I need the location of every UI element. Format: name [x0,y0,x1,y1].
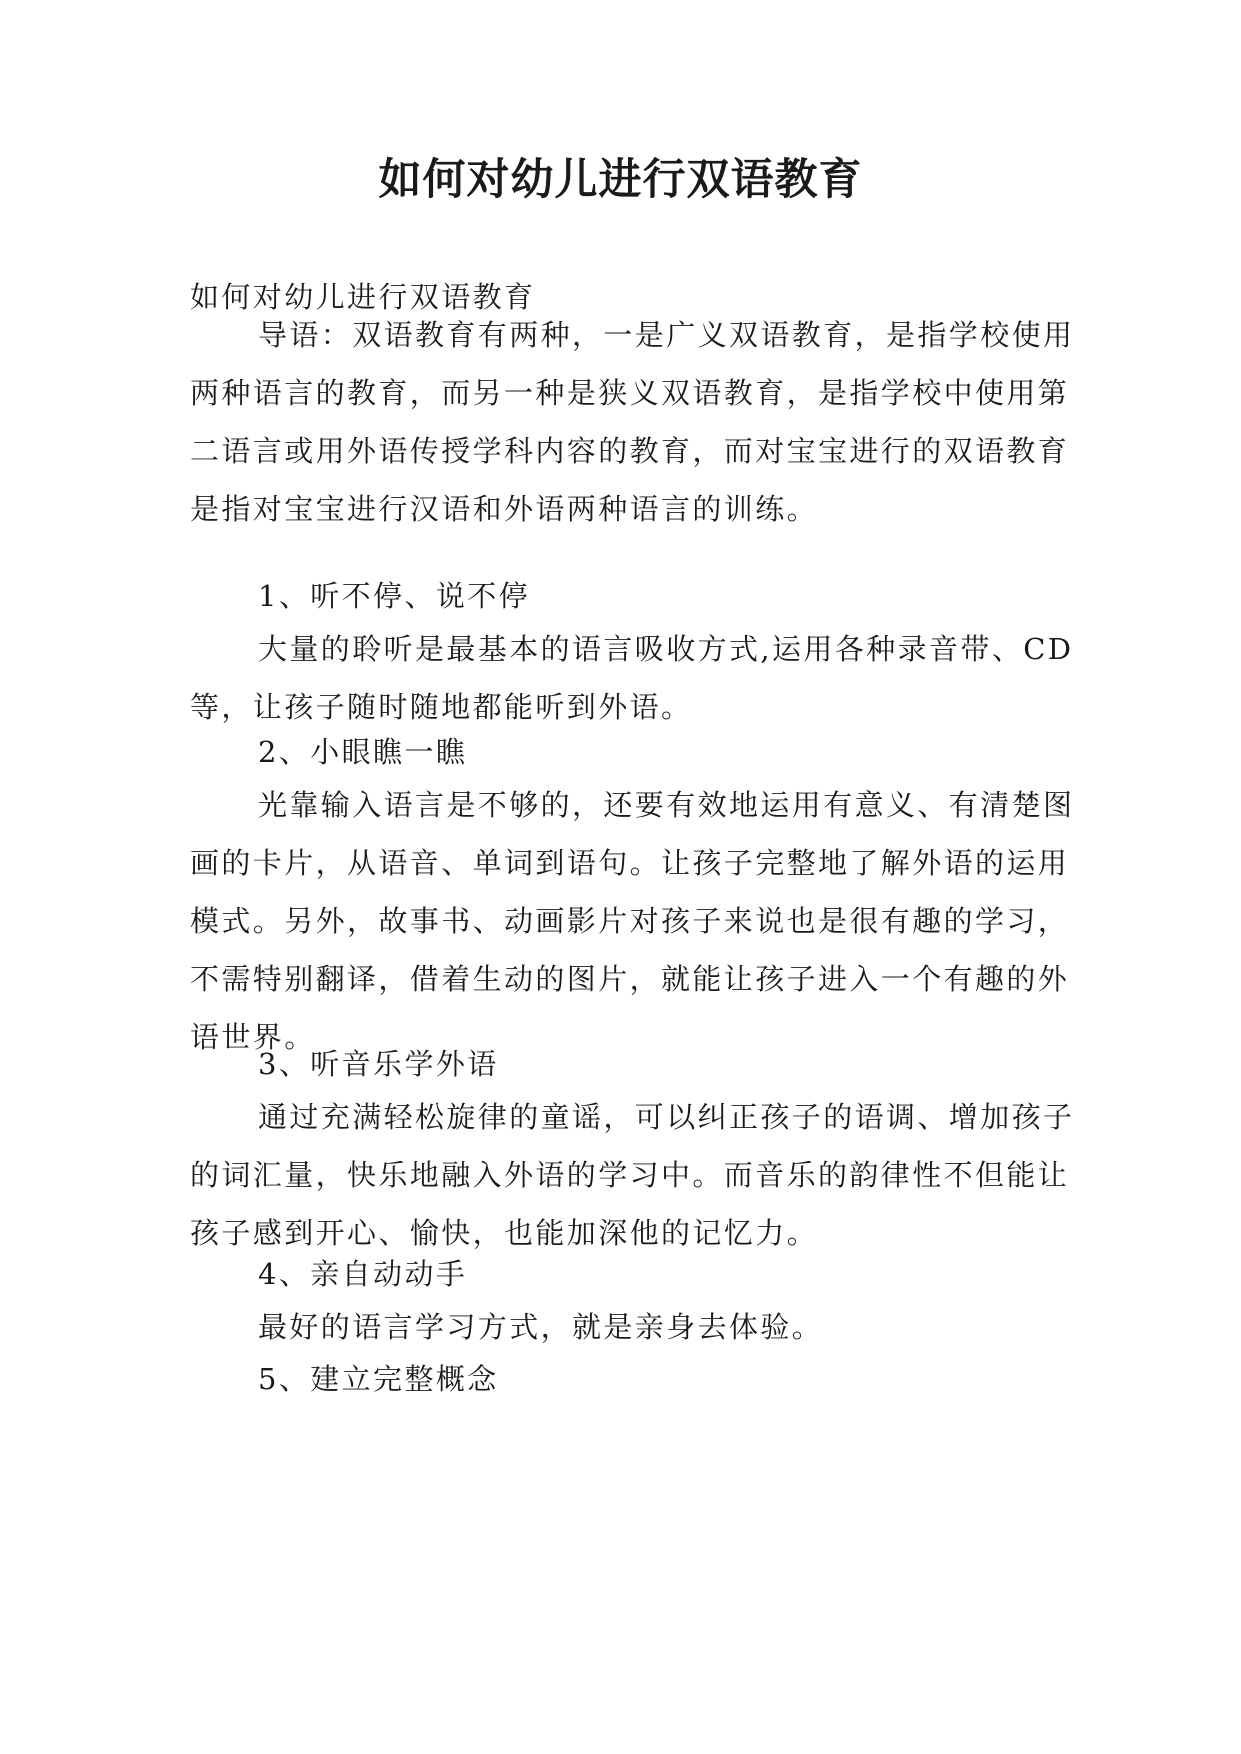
section-heading-5: 5、建立完整概念 [258,1362,499,1396]
section-heading-3: 3、听音乐学外语 [258,1047,499,1081]
section-heading-1: 1、听不停、说不停 [258,579,531,613]
section-text-3: 通过充满轻松旋律的童谣，可以纠正孩子的语调、增加孩子的词汇量，快乐地融入外语的学习中。而音乐的韵律性不但能让孩子感到开心、愉快，也能加深他的记忆力。 [190,1100,1075,1250]
section-heading-4: 4、亲自动动手 [258,1257,468,1291]
section-text-4: 最好的语言学习方式，就是亲身去体验。 [258,1310,824,1344]
section-heading-2: 2、小眼瞧一瞧 [258,735,468,769]
intro-paragraph: 导语：双语教育有两种，一是广义双语教育，是指学校使用两种语言的教育，而另一种是狭义双语教育，是指学校中使用第二语言或用外语传授学科内容的教育，而对宝宝进行的双语教育是指对宝宝进行汉语和外语两种语言的训练。 [190,318,1075,526]
page-title: 如何对幼儿进行双语教育 [378,155,863,205]
section-text-2: 光靠输入语言是不够的，还要有效地运用有意义、有清楚图画的卡片，从语音、单词到语句。让孩子完整地了解外语的运用模式。另外，故事书、动画影片对孩子来说也是很有趣的学习，不需特别翻译，借着生动的图片，就能让孩子进入一个有趣的外语世界。 [190,788,1075,1054]
subtitle: 如何对幼儿进行双语教育 [190,280,536,314]
section-text-1: 大量的聆听是最基本的语言吸收方式,运用各种录音带、CD 等，让孩子随时随地都能听到外语。 [190,632,1074,724]
